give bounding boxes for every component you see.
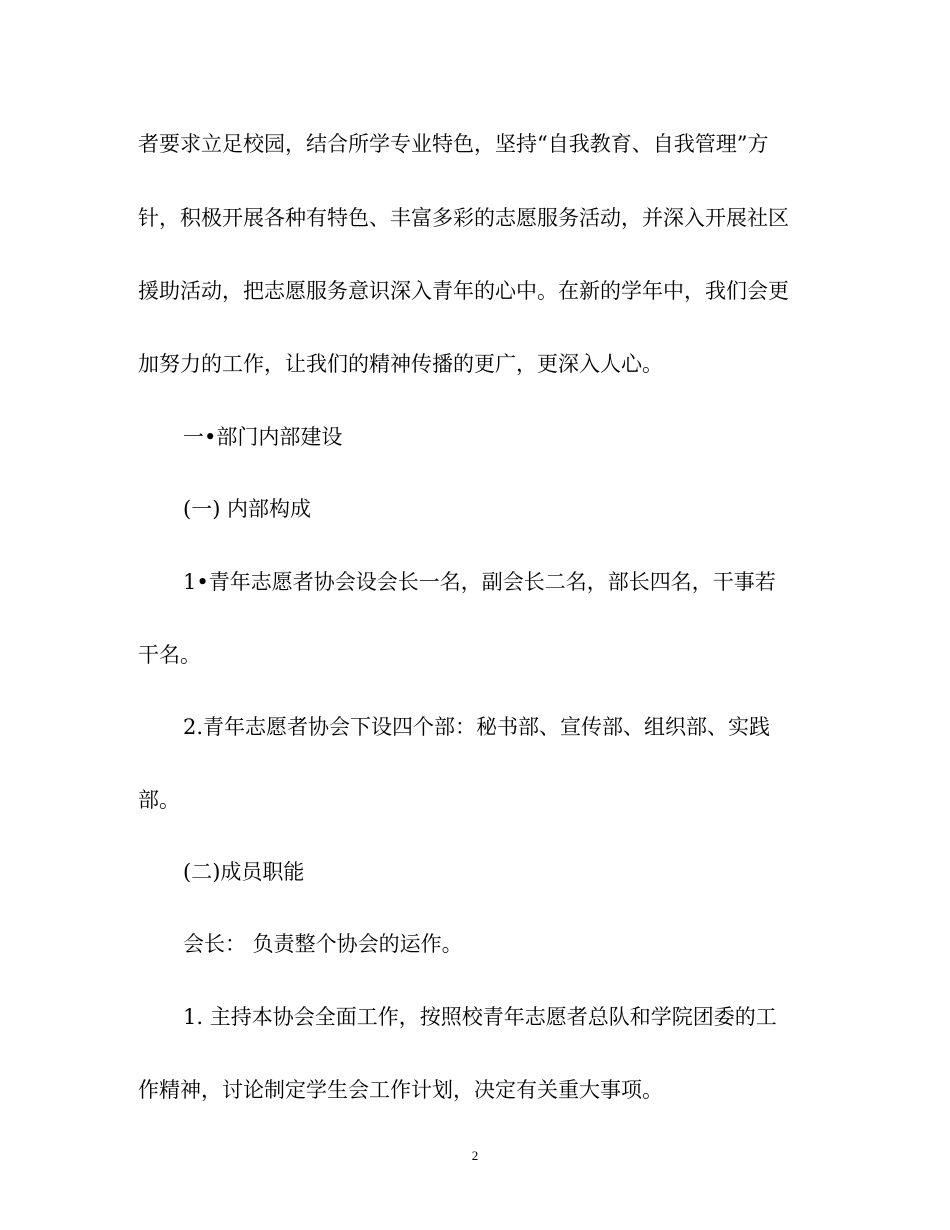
text-line: 干名。 [138,643,201,667]
subsection-heading: (一) 内部构成 [183,497,312,521]
text-line: 作精神，讨论制定学生会工作计划，决定有关重大事项。 [138,1078,663,1102]
text-line: 部。 [138,788,180,812]
text-line: 援助活动，把志愿服务意识深入青年的心中。在新的学年中，我们会更 [138,279,789,303]
subsection-heading: (二)成员职能 [183,860,305,884]
text-line: 者要求立足校园，结合所学专业特色，坚持“自我教育、自我管理”方 [138,132,769,156]
text-line: 1. 主持本协会全面工作，按照校青年志愿者总队和学院团委的工 [183,1005,777,1029]
text-line: 2.青年志愿者协会下设四个部：秘书部、宣传部、组织部、实践 [183,715,771,739]
text-line: 会长： 负责整个协会的运作。 [183,932,463,956]
text-line: 加努力的工作，让我们的精神传播的更广，更深入人心。 [138,352,663,376]
text-line: 1•青年志愿者协会设会长一名，副会长二名，部长四名，干事若 [183,570,776,594]
section-heading: 一•部门内部建设 [183,425,343,449]
text-line: 针，积极开展各种有特色、丰富多彩的志愿服务活动，并深入开展社区 [138,206,789,230]
page-number: 2 [471,1148,479,1163]
